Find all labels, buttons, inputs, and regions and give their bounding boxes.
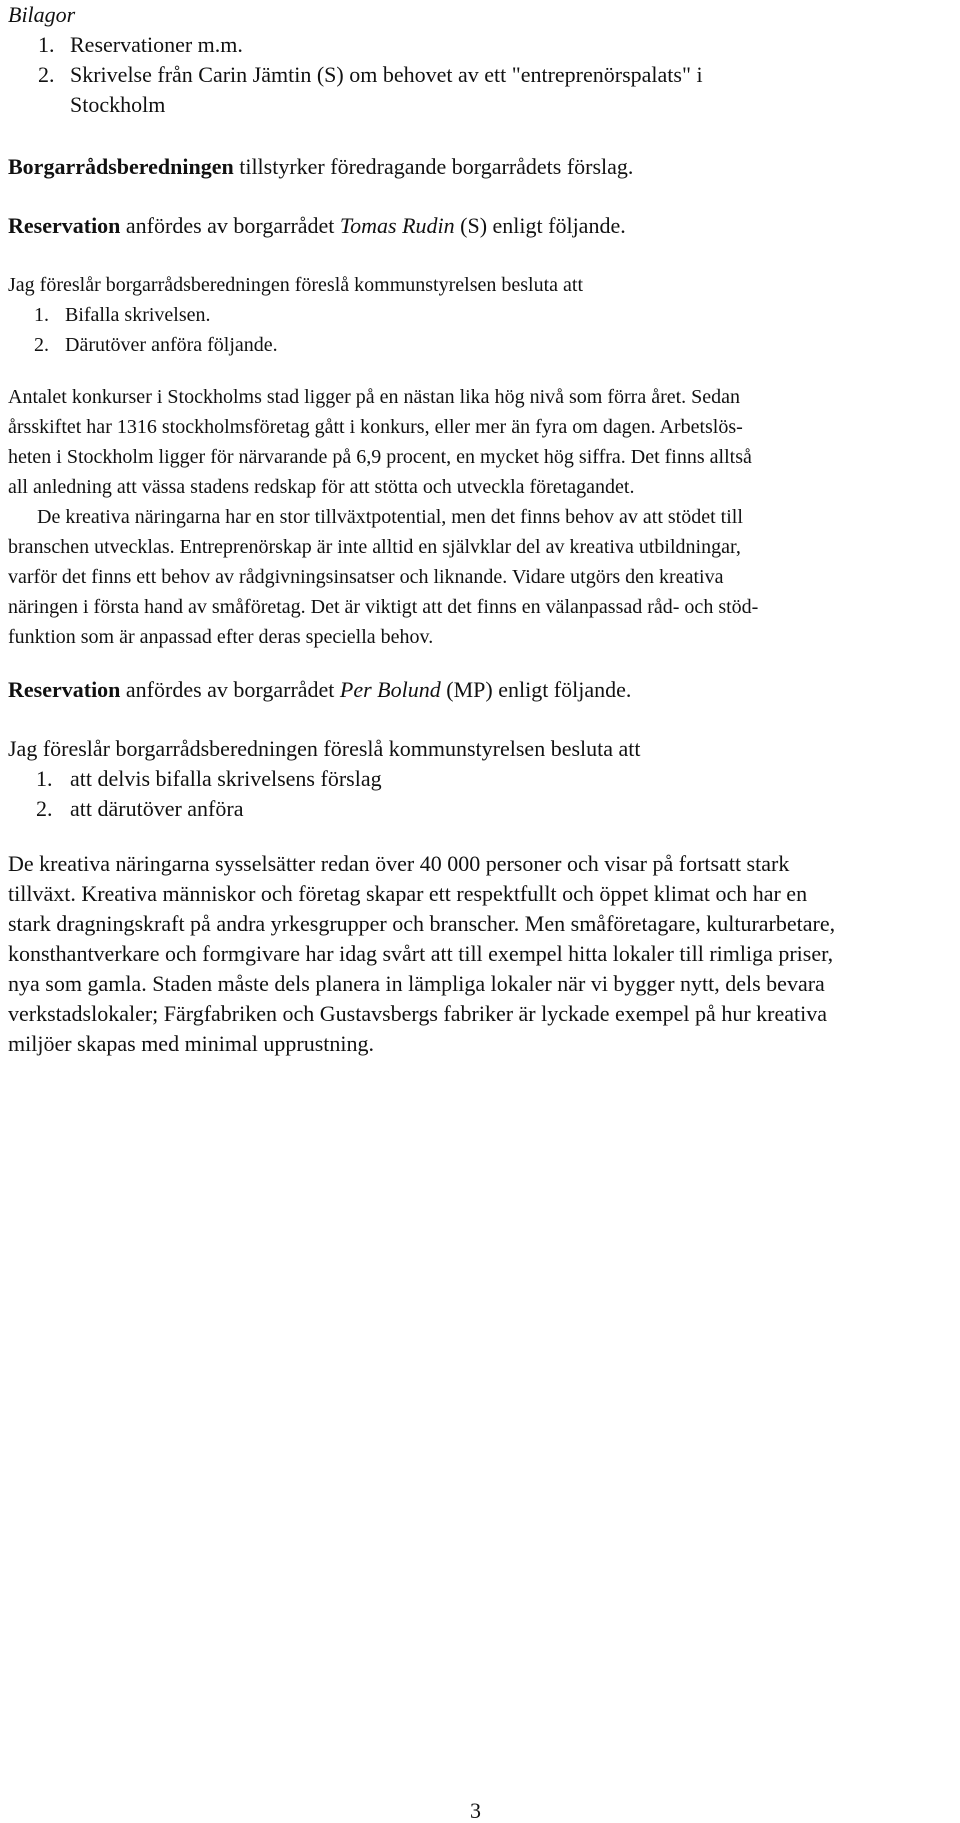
attachment-item-continuation: Stockholm [70,92,166,117]
attachment-item: 2. Skrivelse från Carin Jämtin (S) om behovet av ett "entreprenörspalats" i [38,62,703,87]
proposal-intro: Jag föreslår borgarrådsberedningen föreslå kommunstyrelsen besluta att [8,736,641,761]
reservation-1-paragraph: De kreativa näringarna har en stor tillväxtpotential, men det finns behov av att stödet till branschen utvecklas. Entreprenörskap är inte alltid en självklar del av kreativa utbildningar, varför det finns ett behov av rådgivningsinsatser och liknande. Vidare utgörs den kreativa näringen i första hand av småföretag. Det är viktigt att det finns en välanpassad råd- och stöd- funktion som är anpassad efter deras speciella behov. [8,506,759,648]
reservation-1-heading: Reservation anfördes av borgarrådet Tomas Rudin (S) enligt följande. [8,213,626,238]
reservation-1-proposal [8,270,583,360]
attachment-item: 1. Reservationer m.m. [38,32,243,57]
attachments-heading: Bilagor [8,2,76,27]
proposal-item: 2. att därutöver anföra [36,796,244,821]
reservation-1-paragraph: Antalet konkurser i Stockholms stad ligger på en nästan lika hög nivå som förra året. Sedan årsskiftet har 1316 stockholmsföretag gått i konkurs, eller mer än fyra om dagen. Arbetslös- heten i Stockholm ligger för närvarande på 6,9 procent, en mycket hög siffra. Det finns alltså all anledning att vässa stadens redskap för att stötta och utveckla företagandet. [8,386,752,498]
proposal-item: 2. Därutöver anföra följande. [34,334,278,356]
proposal-intro: Jag föreslår borgarrådsberedningen föreslå kommunstyrelsen besluta att [8,274,583,296]
reservation-2-heading: Reservation anfördes av borgarrådet Per Bolund (MP) enligt följande. [8,677,632,702]
proposal-item: 1. att delvis bifalla skrivelsens förslag [36,766,382,791]
reservation-2-proposal [8,734,641,824]
proposal-item: 1. Bifalla skrivelsen. [34,304,211,326]
reservation-2-paragraph: De kreativa näringarna sysselsätter redan över 40 000 personer och visar på fortsatt stark tillväxt. Kreativa människor och företag skapar ett respektfullt och öppet klimat och har en stark dragningskraft på andra yrkesgrupper och branscher. Men småföretagare, kulturarbetare, konsthantverkare och formgivare har idag svårt att till exempel hitta lokaler till rimliga priser, nya som gamla. Staden måste dels planera in lämpliga lokaler när vi bygger nytt, dels bevara verkstadslokaler; Färgfabriken och Gustavsbergs fabriker är lyckade exempel på hur kreativa miljöer skapas med minimal upprustning. [8,851,836,1056]
recommendation: Borgarrådsberedningen tillstyrker föredragande borgarrådets förslag. [8,154,634,179]
page-number: 3 [470,1798,481,1823]
attachments-section [8,0,703,120]
